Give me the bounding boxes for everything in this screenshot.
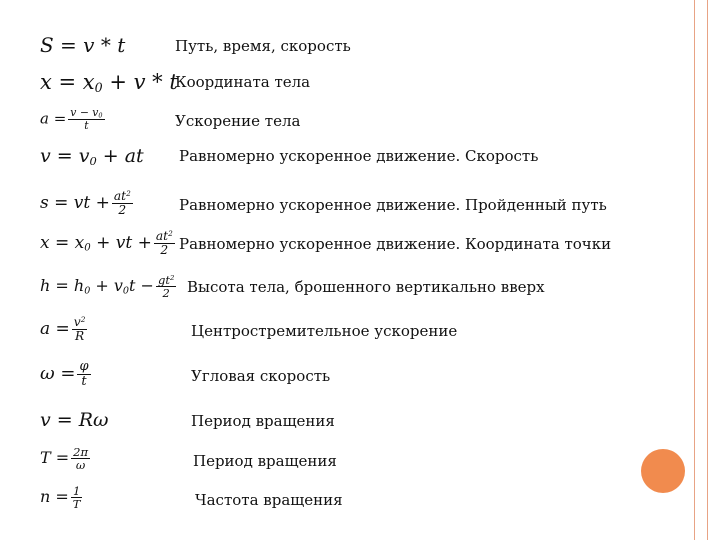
formula-acceleration: a = $\frac{v - v0}{t}$	[40, 106, 103, 133]
row-label: Период вращения	[191, 412, 335, 430]
formula-row-distance	[0, 188, 700, 226]
formula-row-centripetal	[0, 314, 700, 352]
row-label: Высота тела, брошенного вертикально вверх	[187, 278, 545, 296]
formula-path: S = v * t	[40, 33, 126, 57]
formula-velocity: v = v0 + at	[40, 145, 144, 168]
formula-period-2: T = $\frac{2\pi}{\omega}$	[40, 445, 89, 473]
row-label: Ускорение тела	[175, 112, 301, 130]
formula-row-period-2	[0, 445, 700, 479]
formula-row-frequency	[0, 484, 700, 520]
formula-row-angular-velocity	[0, 358, 700, 398]
formula-frequency: n = $\frac{1}{T}$	[40, 484, 81, 512]
formula-coordinate: x = x0 + v * t	[40, 70, 178, 96]
formula-row-coordinate	[0, 70, 700, 96]
formula-row-height	[0, 272, 700, 308]
formula-row-acceleration	[0, 105, 700, 137]
row-label: Центростремительное ускорение	[191, 322, 458, 340]
row-label: Частота вращения	[195, 491, 343, 509]
formula-row-period	[0, 409, 700, 435]
row-label: Равномерно ускоренное движение. Скорость	[179, 147, 539, 165]
formula-point-coordinate: x = x0 + vt + $\frac{at^2}{2}$	[40, 229, 173, 257]
frame-line-right	[707, 0, 708, 540]
formula-row-path	[0, 33, 700, 59]
formula-row-point-coordinate	[0, 228, 700, 272]
row-label: Равномерно ускоренное движение. Координата точки	[179, 235, 612, 253]
row-label: Равномерно ускоренное движение. Пройденный путь	[179, 196, 607, 214]
formula-height: h = h0 + v0t − $\frac{gt^2}{2}$	[40, 273, 175, 301]
row-label: Угловая скорость	[191, 367, 331, 385]
row-label: Путь, время, скорость	[175, 37, 351, 55]
row-label: Координата тела	[175, 73, 311, 91]
formula-angular-velocity: ω = $\frac{\varphi}{t}$	[40, 359, 89, 389]
formula-distance: s = vt + $\frac{at^2}{2}$	[40, 189, 131, 217]
formula-centripetal: a = $\frac{v^2}{R}$	[40, 315, 86, 343]
formula-row-velocity	[0, 145, 700, 171]
formula-period: v = Rω	[40, 409, 109, 431]
row-label: Период вращения	[193, 452, 337, 470]
